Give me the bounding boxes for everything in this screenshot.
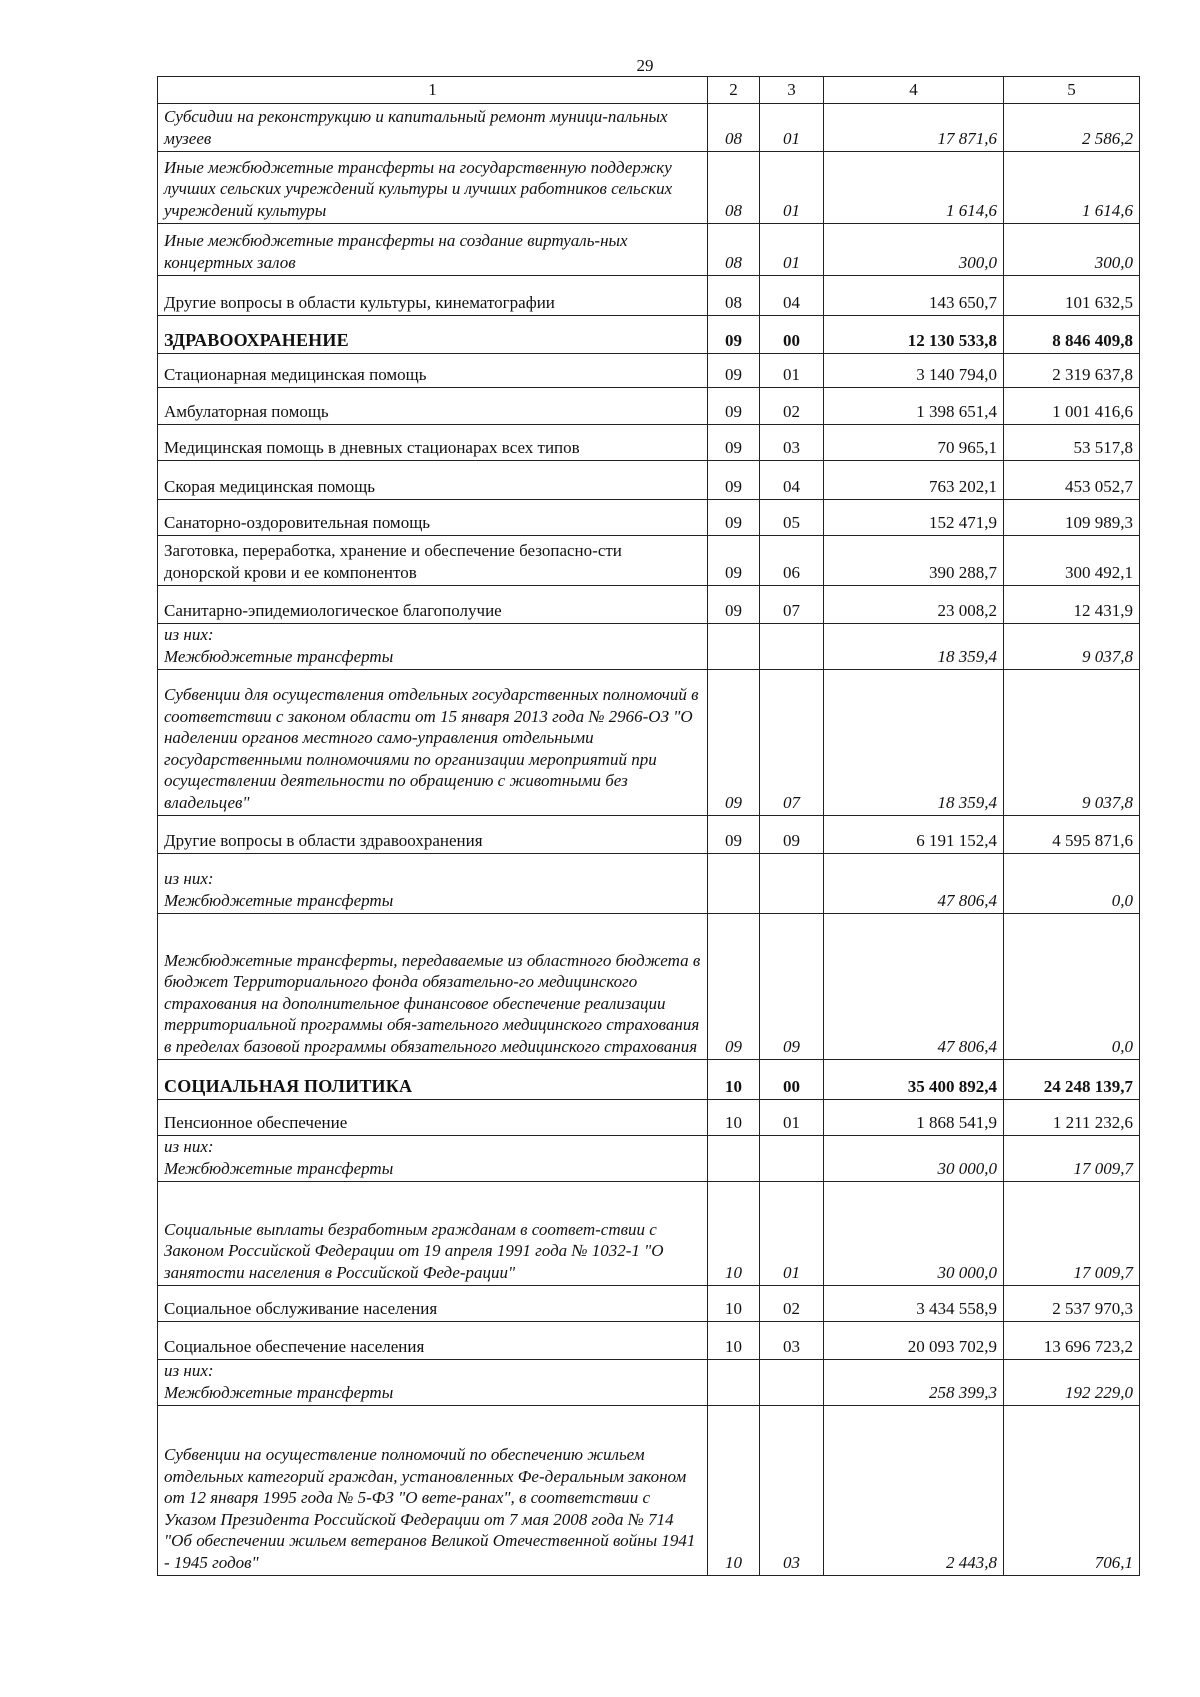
row-actual-amount-cell: 300 492,1 bbox=[1004, 536, 1140, 586]
row-section-code-cell: 09 bbox=[708, 816, 760, 854]
row-name-cell: Субсидии на реконструкцию и капитальный ремонт муници-пальных музеев bbox=[158, 104, 708, 152]
row-plan-amount-cell: 300,0 bbox=[824, 224, 1004, 276]
table-row bbox=[158, 224, 1140, 276]
header-cell-4: 4 bbox=[824, 77, 1004, 104]
row-name-cell: Социальное обслуживание населения bbox=[158, 1286, 708, 1322]
row-actual-amount-cell: 0,0 bbox=[1004, 854, 1140, 914]
row-actual-amount-cell: 17 009,7 bbox=[1004, 1136, 1140, 1182]
row-plan-amount-cell: 23 008,2 bbox=[824, 586, 1004, 624]
row-section-code-cell bbox=[708, 1136, 760, 1182]
row-plan-amount-cell: 1 398 651,4 bbox=[824, 388, 1004, 425]
row-name-cell: Другие вопросы в области культуры, кинематографии bbox=[158, 276, 708, 316]
row-name-cell: Санитарно-эпидемиологическое благополучие bbox=[158, 586, 708, 624]
row-name-cell: Амбулаторная помощь bbox=[158, 388, 708, 425]
header-cell-2: 2 bbox=[708, 77, 760, 104]
table-row bbox=[158, 276, 1140, 316]
table-row bbox=[158, 1360, 1140, 1406]
row-subsection-code-cell bbox=[760, 1360, 824, 1406]
row-name-cell: СОЦИАЛЬНАЯ ПОЛИТИКА bbox=[158, 1060, 708, 1100]
table-row bbox=[158, 152, 1140, 224]
table-row bbox=[158, 1182, 1140, 1286]
row-section-code-cell: 10 bbox=[708, 1322, 760, 1360]
row-section-code-cell: 09 bbox=[708, 354, 760, 388]
row-plan-amount-cell: 3 434 558,9 bbox=[824, 1286, 1004, 1322]
row-section-code-cell bbox=[708, 1360, 760, 1406]
row-actual-amount-cell: 9 037,8 bbox=[1004, 624, 1140, 670]
row-plan-amount-cell: 258 399,3 bbox=[824, 1360, 1004, 1406]
row-name-cell: Иные межбюджетные трансферты на государственную поддержку лучших сельских учреждений культуры и лучших работников сельских учреждений культуры bbox=[158, 152, 708, 224]
row-subsection-code-cell: 04 bbox=[760, 276, 824, 316]
row-actual-amount-cell: 12 431,9 bbox=[1004, 586, 1140, 624]
row-subsection-code-cell: 03 bbox=[760, 1406, 824, 1576]
row-actual-amount-cell: 453 052,7 bbox=[1004, 461, 1140, 500]
row-name-cell: Субвенции на осуществление полномочий по обеспечению жильем отдельных категорий граждан, установленных Фе-деральным законом от 12 января 1995 года № 5-ФЗ "О вете-ранах", в соответствии с Указом Президента Российской Федерации от 7 мая 2008 года № 714 "Об обеспечении жильем ветеранов Великой Отечественной войны 1941 - 1945 годов" bbox=[158, 1406, 708, 1576]
row-actual-amount-cell: 24 248 139,7 bbox=[1004, 1060, 1140, 1100]
budget-table-body bbox=[158, 77, 1140, 1576]
row-section-code-cell: 08 bbox=[708, 104, 760, 152]
row-actual-amount-cell: 109 989,3 bbox=[1004, 500, 1140, 536]
row-subsection-code-cell: 01 bbox=[760, 224, 824, 276]
row-name-cell: из них: Межбюджетные трансферты bbox=[158, 854, 708, 914]
row-subsection-code-cell: 01 bbox=[760, 104, 824, 152]
row-actual-amount-cell: 1 614,6 bbox=[1004, 152, 1140, 224]
row-subsection-code-cell: 01 bbox=[760, 354, 824, 388]
table-header-row bbox=[158, 77, 1140, 104]
row-plan-amount-cell: 1 868 541,9 bbox=[824, 1100, 1004, 1136]
row-actual-amount-cell: 9 037,8 bbox=[1004, 670, 1140, 816]
row-subsection-code-cell: 01 bbox=[760, 1100, 824, 1136]
page-number: 29 bbox=[636, 56, 654, 75]
row-plan-amount-cell: 18 359,4 bbox=[824, 670, 1004, 816]
row-subsection-code-cell: 02 bbox=[760, 388, 824, 425]
row-section-code-cell: 09 bbox=[708, 914, 760, 1060]
row-name-cell: ЗДРАВООХРАНЕНИЕ bbox=[158, 316, 708, 354]
table-row bbox=[158, 536, 1140, 586]
row-plan-amount-cell: 152 471,9 bbox=[824, 500, 1004, 536]
row-name-cell: из них: Межбюджетные трансферты bbox=[158, 1136, 708, 1182]
row-plan-amount-cell: 2 443,8 bbox=[824, 1406, 1004, 1576]
row-section-code-cell: 09 bbox=[708, 670, 760, 816]
row-actual-amount-cell: 1 001 416,6 bbox=[1004, 388, 1140, 425]
row-plan-amount-cell: 47 806,4 bbox=[824, 914, 1004, 1060]
table-row bbox=[158, 104, 1140, 152]
row-section-code-cell: 08 bbox=[708, 276, 760, 316]
row-actual-amount-cell: 192 229,0 bbox=[1004, 1360, 1140, 1406]
row-name-cell: Социальные выплаты безработным гражданам в соответ-ствии с Законом Российской Федерации от 19 апреля 1991 года № 1032-1 "О занятости населения в Российской Феде-рации" bbox=[158, 1182, 708, 1286]
row-name-cell: Социальное обеспечение населения bbox=[158, 1322, 708, 1360]
row-subsection-code-cell: 00 bbox=[760, 1060, 824, 1100]
row-plan-amount-cell: 1 614,6 bbox=[824, 152, 1004, 224]
row-section-code-cell: 10 bbox=[708, 1060, 760, 1100]
row-plan-amount-cell: 30 000,0 bbox=[824, 1136, 1004, 1182]
table-row bbox=[158, 1322, 1140, 1360]
row-actual-amount-cell: 0,0 bbox=[1004, 914, 1140, 1060]
row-section-code-cell: 10 bbox=[708, 1406, 760, 1576]
row-name-cell: Пенсионное обеспечение bbox=[158, 1100, 708, 1136]
table-row bbox=[158, 1060, 1140, 1100]
row-plan-amount-cell: 6 191 152,4 bbox=[824, 816, 1004, 854]
row-plan-amount-cell: 30 000,0 bbox=[824, 1182, 1004, 1286]
row-section-code-cell: 09 bbox=[708, 536, 760, 586]
row-name-cell: Заготовка, переработка, хранение и обеспечение безопасно-сти донорской крови и ее компонентов bbox=[158, 536, 708, 586]
header-cell-3: 3 bbox=[760, 77, 824, 104]
row-subsection-code-cell: 03 bbox=[760, 425, 824, 461]
row-plan-amount-cell: 20 093 702,9 bbox=[824, 1322, 1004, 1360]
table-row bbox=[158, 1136, 1140, 1182]
row-actual-amount-cell: 101 632,5 bbox=[1004, 276, 1140, 316]
row-section-code-cell bbox=[708, 854, 760, 914]
table-row bbox=[158, 500, 1140, 536]
row-subsection-code-cell bbox=[760, 854, 824, 914]
table-row bbox=[158, 1406, 1140, 1576]
row-section-code-cell: 09 bbox=[708, 316, 760, 354]
row-subsection-code-cell: 05 bbox=[760, 500, 824, 536]
row-actual-amount-cell: 1 211 232,6 bbox=[1004, 1100, 1140, 1136]
row-section-code-cell: 08 bbox=[708, 224, 760, 276]
row-plan-amount-cell: 17 871,6 bbox=[824, 104, 1004, 152]
row-actual-amount-cell: 706,1 bbox=[1004, 1406, 1140, 1576]
row-subsection-code-cell: 07 bbox=[760, 670, 824, 816]
table-row bbox=[158, 461, 1140, 500]
table-row bbox=[158, 816, 1140, 854]
row-subsection-code-cell: 09 bbox=[760, 914, 824, 1060]
row-actual-amount-cell: 17 009,7 bbox=[1004, 1182, 1140, 1286]
row-actual-amount-cell: 8 846 409,8 bbox=[1004, 316, 1140, 354]
table-row bbox=[158, 586, 1140, 624]
header-cell-5: 5 bbox=[1004, 77, 1140, 104]
row-name-cell: Скорая медицинская помощь bbox=[158, 461, 708, 500]
row-actual-amount-cell: 300,0 bbox=[1004, 224, 1140, 276]
row-name-cell: Санаторно-оздоровительная помощь bbox=[158, 500, 708, 536]
row-subsection-code-cell: 03 bbox=[760, 1322, 824, 1360]
table-row bbox=[158, 354, 1140, 388]
table-row bbox=[158, 425, 1140, 461]
row-plan-amount-cell: 35 400 892,4 bbox=[824, 1060, 1004, 1100]
header-cell-1: 1 bbox=[158, 77, 708, 104]
table-row bbox=[158, 914, 1140, 1060]
row-subsection-code-cell: 02 bbox=[760, 1286, 824, 1322]
row-section-code-cell: 09 bbox=[708, 586, 760, 624]
table-row bbox=[158, 388, 1140, 425]
row-actual-amount-cell: 13 696 723,2 bbox=[1004, 1322, 1140, 1360]
row-actual-amount-cell: 2 537 970,3 bbox=[1004, 1286, 1140, 1322]
row-subsection-code-cell bbox=[760, 624, 824, 670]
row-section-code-cell: 10 bbox=[708, 1100, 760, 1136]
row-section-code-cell: 10 bbox=[708, 1182, 760, 1286]
row-section-code-cell: 09 bbox=[708, 461, 760, 500]
row-name-cell: из них: Межбюджетные трансферты bbox=[158, 1360, 708, 1406]
row-section-code-cell: 09 bbox=[708, 500, 760, 536]
budget-table bbox=[157, 76, 1140, 1576]
row-actual-amount-cell: 2 586,2 bbox=[1004, 104, 1140, 152]
row-subsection-code-cell bbox=[760, 1136, 824, 1182]
row-actual-amount-cell: 4 595 871,6 bbox=[1004, 816, 1140, 854]
row-plan-amount-cell: 12 130 533,8 bbox=[824, 316, 1004, 354]
table-row bbox=[158, 624, 1140, 670]
row-name-cell: Стационарная медицинская помощь bbox=[158, 354, 708, 388]
table-row bbox=[158, 1286, 1140, 1322]
row-section-code-cell: 08 bbox=[708, 152, 760, 224]
row-plan-amount-cell: 143 650,7 bbox=[824, 276, 1004, 316]
row-section-code-cell: 10 bbox=[708, 1286, 760, 1322]
row-plan-amount-cell: 763 202,1 bbox=[824, 461, 1004, 500]
table-row bbox=[158, 854, 1140, 914]
row-plan-amount-cell: 47 806,4 bbox=[824, 854, 1004, 914]
row-name-cell: Другие вопросы в области здравоохранения bbox=[158, 816, 708, 854]
row-plan-amount-cell: 390 288,7 bbox=[824, 536, 1004, 586]
row-name-cell: Межбюджетные трансферты, передаваемые из областного бюджета в бюджет Территориального фонда обязательно-го медицинского страхования на дополнительное финансовое обеспечение реализации территориальной программы обя-зательного медицинского страхования в пределах базовой программы обязательного медицинского страхования bbox=[158, 914, 708, 1060]
row-plan-amount-cell: 70 965,1 bbox=[824, 425, 1004, 461]
row-actual-amount-cell: 53 517,8 bbox=[1004, 425, 1140, 461]
row-subsection-code-cell: 01 bbox=[760, 152, 824, 224]
row-section-code-cell bbox=[708, 624, 760, 670]
row-subsection-code-cell: 00 bbox=[760, 316, 824, 354]
row-section-code-cell: 09 bbox=[708, 388, 760, 425]
row-subsection-code-cell: 04 bbox=[760, 461, 824, 500]
table-row bbox=[158, 1100, 1140, 1136]
row-subsection-code-cell: 01 bbox=[760, 1182, 824, 1286]
row-actual-amount-cell: 2 319 637,8 bbox=[1004, 354, 1140, 388]
row-name-cell: Медицинская помощь в дневных стационарах всех типов bbox=[158, 425, 708, 461]
table-row bbox=[158, 670, 1140, 816]
row-name-cell: из них: Межбюджетные трансферты bbox=[158, 624, 708, 670]
row-name-cell: Субвенции для осуществления отдельных государственных полномочий в соответствии с законом области от 15 января 2013 года № 2966-ОЗ "О наделении органов местного само-управления отдельными государственными полномочиями по организации мероприятий при осуществлении деятельности по обращению с животными без владельцев" bbox=[158, 670, 708, 816]
row-section-code-cell: 09 bbox=[708, 425, 760, 461]
row-subsection-code-cell: 06 bbox=[760, 536, 824, 586]
table-row bbox=[158, 316, 1140, 354]
row-plan-amount-cell: 18 359,4 bbox=[824, 624, 1004, 670]
row-subsection-code-cell: 09 bbox=[760, 816, 824, 854]
row-name-cell: Иные межбюджетные трансферты на создание виртуаль-ных концертных залов bbox=[158, 224, 708, 276]
row-plan-amount-cell: 3 140 794,0 bbox=[824, 354, 1004, 388]
row-subsection-code-cell: 07 bbox=[760, 586, 824, 624]
